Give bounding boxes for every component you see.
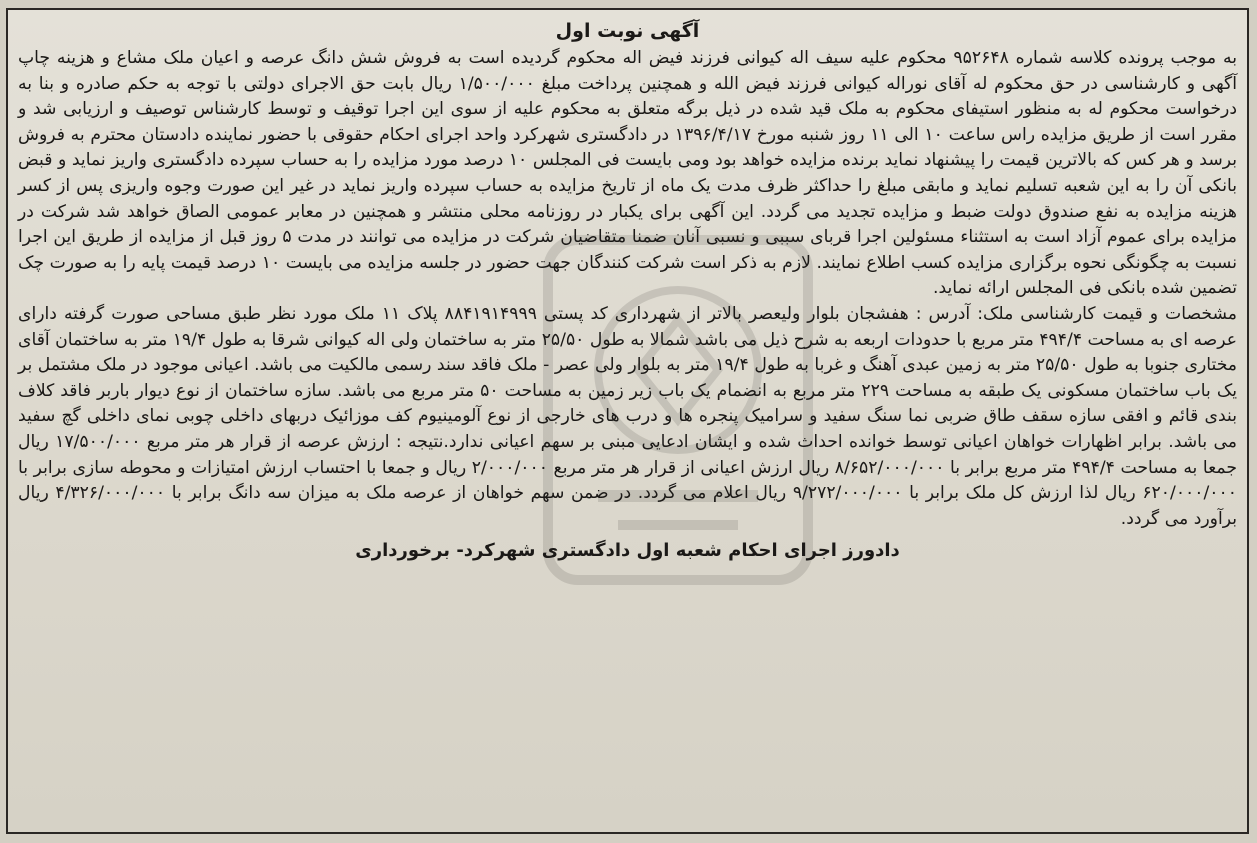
notice-content <box>18 16 1237 826</box>
notice-title: آگهی نوبت اول <box>555 20 700 42</box>
signature-line: دادورز اجرای احکام شعبه اول دادگستری شهرکرد- برخورداری <box>355 540 900 562</box>
auction-terms-paragraph: به موجب پرونده کلاسه شماره ۹۵۲۶۴۸ محکوم علیه سیف اله کیوانی فرزند فیض اله محکوم گردیده است به فروش شش دانگ عرصه و اعیان ملک مشاع و هزینه چاپ آگهی و کارشناسی در حق محکوم له آقای نوراله کیوانی فرزند فیض الله و همچنین پرداخت مبلغ ۱/۵۰۰/۰۰۰ ریال بابت حق الاجرای دولتی با توجه به حکم صادره و بنا به درخواست محکوم له به منظور استیفای محکوم به ملک قید شده در ذیل برگه متعلق به محکوم علیه از سوی این اجرا توقیف و توسط کارشناس توصیف و ارزیابی شد و مقرر است از طریق مزایده راس ساعت ۱۰ الی ۱۱ روز شنبه مورخ ۱۳۹۶/۴/۱۷ در دادگستری شهرکرد واحد اجرای احکام حقوقی با حضور نماینده دادستان محترم به فروش برسد و هر کس که بالاترین قیمت را پیشنهاد نماید برنده مزایده خواهد بود ومی بایست فی المجلس ۱۰ درصد مورد مزایده را به حساب سپرده دادگستری واریز نماید و قبض بانکی آن را به این شعبه تسلیم نماید و مابقی مبلغ را حداکثر ظرف مدت یک ماه از تاریخ مزایده به حساب سپرده واریز نماید در غیر این صورت وجوه واریزی پس از کسر هزینه مزایده به نفع صندوق دولت ضبط و مزایده تجدید می گردد. این آگهی برای یکبار در روزنامه محلی منتشر و همچنین در معابر عمومی الصاق خواهد شد شرکت در مزایده برای عموم آزاد است به استثناء مسئولین اجرا قربای سببی و نسبی آنان ضمنا متقاضیان شرکت در مزایده می توانند در مدت ۵ روز قبل از مزایده از طریق این اجرا نسبت به چگونگی نحوه برگزاری مزایده کسب اطلاع نمایند. لازم به ذکر است شرکت کنندگان جهت حضور در جلسه مزایده می بایست ۱۰ درصد قیمت پایه را به صورت چک تضمین شده بانکی فی المجلس ارائه نماید. <box>18 48 1237 299</box>
notice-paper <box>6 8 1249 834</box>
notice-body <box>18 46 1237 532</box>
property-specs-paragraph: مشخصات و قیمت کارشناسی ملک: آدرس : هفشجان بلوار ولیعصر بالاتر از شهرداری کد پستی ۸۸۴۱۹۱۴۹۹۹ پلاک ۱۱ ملک مورد نظر طبق مساحی صورت گرفته دارای عرصه ای به مساحت ۴۹۴/۴ متر مربع با حدودات اربعه به شرح ذیل می باشد شمالا به طول ۲۵/۵۰ متر به ساختمان ولی اله کیوانی شرقا به طول ۱۹/۴ متر به ساختمان آقای مختاری جنوبا به طول ۲۵/۵۰ متر به زمین عبدی آهنگ و غربا به طول ۱۹/۴ متر به بلوار ولی عصر - ملک فاقد سند رسمی مالکیت می باشد. اعیانی موجود در ملک مشتمل بر یک باب ساختمان مسکونی یک طبقه به مساحت ۲۲۹ متر مربع به انضمام یک باب زیر زمین به مساحت ۵۰ متر مربع می باشد. سازه ساختمان از نوع دیوار باربر فاقد کلاف بندی قائم و افقی سازه سقف طاق ضربی نما سنگ سفید و سرامیک پنجره ها و درب های خارجی از نوع آلومینیوم کف موزائیک دربهای داخلی چوبی نمای داخلی گچ سفید می باشد. برابر اظهارات خواهان اعیانی توسط خوانده احداث شده و ایشان ادعایی مبنی بر سهم اعیانی ندارد.نتیجه : ارزش عرصه از قرار هر متر مربع ۱۷/۵۰۰/۰۰۰ ریال جمعا به مساحت ۴۹۴/۴ متر مربع برابر با ۸/۶۵۲/۰۰۰/۰۰۰ ریال ارزش اعیانی از قرار هر متر مربع ۲/۰۰۰/۰۰۰ ریال و جمعا با احتساب ارزش امتیازات و محوطه سازی برابر با ۶۲۰/۰۰۰/۰۰۰ ریال لذا ارزش کل ملک برابر با ۹/۲۷۲/۰۰۰/۰۰۰ ریال اعلام می گردد. در ضمن سهم خواهان از عرصه ملک به میزان سه دانگ برابر با ۴/۳۲۶/۰۰۰/۰۰۰ ریال برآورد می گردد. <box>18 303 1238 529</box>
